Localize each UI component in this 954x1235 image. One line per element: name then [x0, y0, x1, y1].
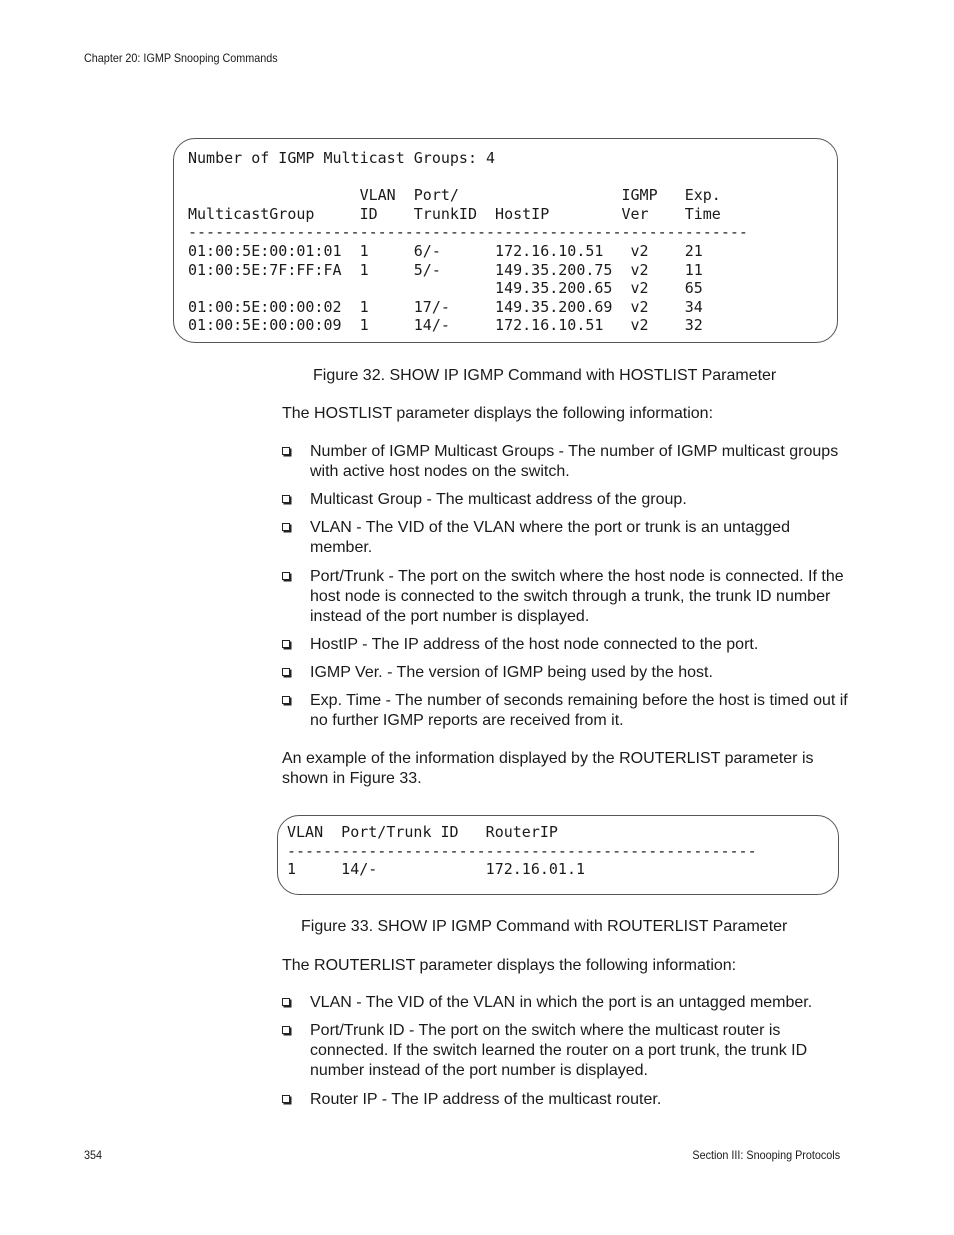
chapter-header: Chapter 20: IGMP Snooping Commands — [84, 51, 278, 65]
list-item — [282, 518, 850, 558]
list-item — [282, 442, 850, 482]
figure-33-output — [287, 823, 757, 879]
output-line: 149.35.200.65 v2 65 — [188, 279, 703, 298]
output-line: 01:00:5E:7F:FF:FA 1 5/- 149.35.200.75 v2 11 — [188, 260, 703, 279]
routerlist-example-text: An example of the information displayed by the ROUTERLIST parameter is shown in Figure 33. — [282, 750, 814, 787]
output-line: VLAN Port/ IGMP Exp. — [188, 186, 721, 205]
list-item-text: Port/Trunk - The port on the switch where the host node is connected. If the host node is connected to the switch through a trunk, the trunk ID number instead of the port number is displayed. — [310, 568, 844, 626]
list-item — [282, 663, 850, 683]
routerlist-intro: The ROUTERLIST parameter displays the following information: — [282, 957, 737, 974]
bullet-icon — [282, 696, 290, 704]
list-item-text: Exp. Time - The number of seconds remaining before the host is timed out if no further IGMP reports are received from it. — [310, 692, 848, 730]
output-line: 01:00:5E:00:00:02 1 17/- 149.35.200.69 v2 34 — [188, 297, 703, 316]
output-line — [188, 168, 748, 187]
output-line: Number of IGMP Multicast Groups: 4 — [188, 149, 496, 167]
list-item — [282, 1021, 850, 1082]
output-line: 01:00:5E:00:00:09 1 14/- 172.16.10.51 v2 32 — [188, 316, 703, 335]
list-item — [282, 993, 870, 1013]
bullet-icon — [282, 447, 290, 455]
list-item — [282, 691, 850, 731]
list-item — [282, 1090, 850, 1110]
bullet-icon — [282, 1095, 290, 1103]
figure-32-output — [188, 149, 748, 335]
output-line: ---------------------------------------------------- — [287, 841, 757, 860]
section-footer: Section III: Snooping Protocols — [692, 1148, 840, 1162]
list-item — [282, 567, 850, 628]
bullet-icon — [282, 495, 290, 503]
list-item — [282, 490, 850, 510]
list-item-text: HostIP - The IP address of the host node connected to the port. — [310, 636, 759, 653]
hostlist-intro: The HOSTLIST parameter displays the following information: — [282, 405, 714, 422]
page-number: 354 — [84, 1148, 103, 1162]
bullet-icon — [282, 572, 290, 580]
list-item-text: Port/Trunk ID - The port on the switch where the multicast router is connected. If the switch learned the router on a port trunk, the trunk ID number instead of the port number is displayed. — [310, 1022, 808, 1080]
list-item-text: IGMP Ver. - The version of IGMP being used by the host. — [310, 664, 713, 681]
list-item-text: Multicast Group - The multicast address of the group. — [310, 491, 687, 508]
bullet-icon — [282, 523, 290, 531]
list-item-text: Number of IGMP Multicast Groups - The number of IGMP multicast groups with active host nodes on the switch. — [310, 443, 839, 481]
bullet-icon — [282, 640, 290, 648]
output-line: MulticastGroup ID TrunkID HostIP Ver Time — [188, 204, 721, 223]
bullet-icon — [282, 668, 290, 676]
output-line: VLAN Port/Trunk ID RouterIP — [287, 823, 558, 841]
list-item-text: Router IP - The IP address of the multicast router. — [310, 1091, 662, 1108]
output-line: -------------------------------------------------------------- — [188, 223, 748, 242]
bullet-icon — [282, 1026, 290, 1034]
list-item-text: VLAN - The VID of the VLAN in which the port is an untagged member. — [310, 994, 813, 1011]
figure-33-caption: Figure 33. SHOW IP IGMP Command with ROUTERLIST Parameter — [301, 918, 788, 935]
output-line: 1 14/- 172.16.01.1 — [287, 860, 586, 879]
figure-32-caption: Figure 32. SHOW IP IGMP Command with HOSTLIST Parameter — [313, 367, 777, 384]
bullet-icon — [282, 998, 290, 1006]
list-item-text: VLAN - The VID of the VLAN where the port or trunk is an untagged member. — [310, 519, 790, 557]
output-line: 01:00:5E:00:01:01 1 6/- 172.16.10.51 v2 21 — [188, 241, 703, 260]
list-item — [282, 635, 850, 655]
